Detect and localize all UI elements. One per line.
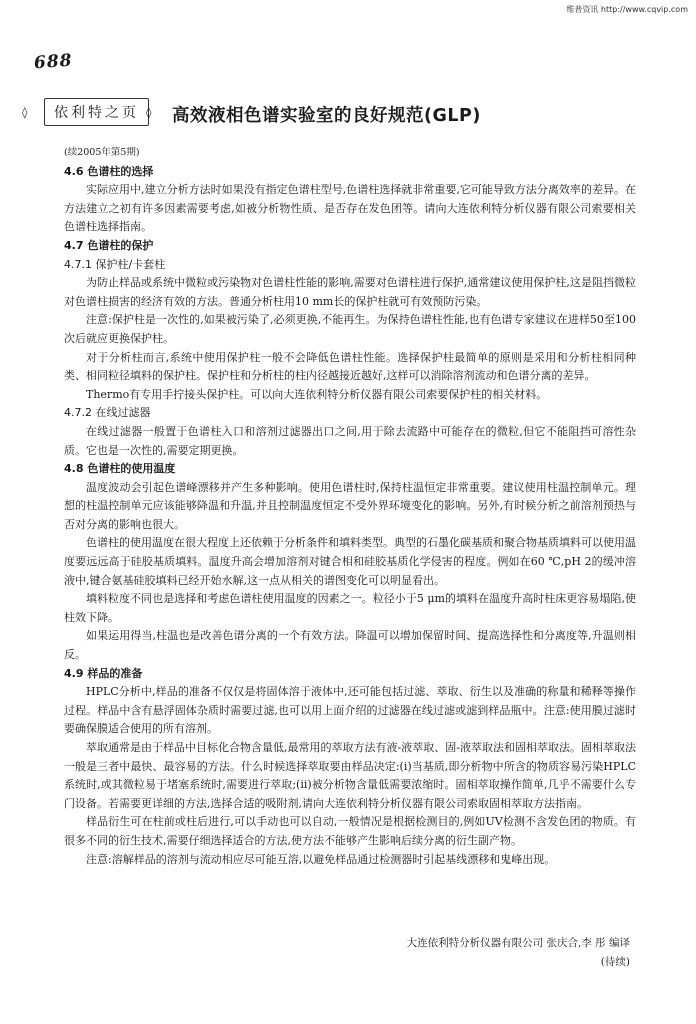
paragraph: 填料粒度不同也是选择和考虑色谱柱使用温度的因素之一。粒径小于5 μm的填料在温度升高时柱床更容易塌陷,使柱效下降。 <box>64 592 636 624</box>
section-heading: 4.7.1 保护柱/卡套柱 <box>64 257 166 271</box>
section-heading: 4.6 色谱柱的选择 <box>64 164 154 178</box>
translators-credit: 大连依利特分析仪器有限公司 张庆合,李 彤 编译 <box>406 937 630 949</box>
paragraph: 温度波动会引起色谱峰漂移并产生多种影响。使用色谱柱时,保持柱温恒定非常重要。建议使用柱温控制单元。理想的柱温控制单元应该能够降温和升温,并且控制温度恒定不受外界环境变化的影响。另外,有时候分析之前溶剂预热与否对分离的影响也很大。 <box>64 480 636 531</box>
paragraph: 为防止样品或系统中微粒或污染物对色谱柱性能的影响,需要对色谱柱进行保护,通常建议使用保护柱,这是阻挡微粒对色谱柱损害的经济有效的方法。普通分析柱用10 mm长的保护柱就可有效预防污染。 <box>64 276 636 308</box>
article-body <box>64 144 636 869</box>
paragraph: 注意:保护柱是一次性的,如果被污染了,必须更换,不能再生。为保持色谱柱性能,也有色谱专家建议在进样50至100次后就应更换保护柱。 <box>64 313 636 345</box>
paragraph: 在线过滤器一般置于色谱柱入口和溶剂过滤器出口之间,用于除去流路中可能存在的微粒,但它不能阻挡可溶性杂质。它也是一次性的,需要定期更换。 <box>64 424 636 457</box>
section-heading: 4.7 色谱柱的保护 <box>64 238 154 252</box>
section-heading: 4.8 色谱柱的使用温度 <box>64 462 176 476</box>
paragraph: 样品衍生可在柱前或柱后进行,可以手动也可以自动,一般情况是根据检测目的,例如UV检测不含发色团的物质。有很多不同的衍生技术,需要仔细选择适合的方法,使方法不能够产生影响后续分离的衍生副产物。 <box>64 815 636 847</box>
paragraph: Thermo有专用手拧接头保护柱。可以向大连依利特分析仪器有限公司索要保护柱的相关材料。 <box>86 387 548 401</box>
continued-note: (续2005年第5期) <box>64 147 140 158</box>
article-title: 高效液相色谱实验室的良好规范(GLP) <box>172 106 481 126</box>
page-number: 688 <box>33 50 74 74</box>
column-ornament-left-icon: ◊ <box>22 106 28 119</box>
paragraph: 色谱柱的使用温度在很大程度上还依赖于分析条件和填料类型。典型的石墨化碳基质和聚合物基质填料可以使用温度要远远高于硅胶基质填料。温度升高会增加溶剂对键合相和硅胶基质化学侵害的程度。例如在60 ℃,pH 2的缓冲溶液中,键合氨基硅胶填料已经开始水解,这一点从相关的谱图变化可以明显看出。 <box>64 536 636 587</box>
article-blocks <box>64 163 636 870</box>
section-heading: 4.9 样品的准备 <box>64 666 143 680</box>
watermark: 维普资讯 http://www.cqvip.com <box>566 5 688 14</box>
column-name-box: 依利特之页 <box>44 98 149 126</box>
paragraph: 萃取通常是由于样品中目标化合物含量低,最常用的萃取方法有液-液萃取、固-液萃取法和固相萃取法。固相萃取法一般是三者中最快、最容易的方法。什么时候选择萃取要由样品决定:(i)当基质,即分析物中所含的物质容易污染HPLC系统时,或其微粒易于堵塞系统时,需要进行萃取;(ii)被分析物含量低需要浓缩时。固相萃取操作简单,几乎不需要什么专门设备。若需要更详细的方法,选择合适的吸附剂,请向大连依利特分析仪器有限公司索取固相萃取方法指南。 <box>64 741 636 810</box>
paragraph: HPLC分析中,样品的准备不仅仅是将固体溶于液体中,还可能包括过滤、萃取、衍生以及准确的称量和稀释等操作过程。样品中含有悬浮固体杂质时需要过滤,也可以用上面介绍的过滤器在线过滤或滤到样品瓶中。注意:使用膜过滤时要确保膜适合使用的所有溶剂。 <box>64 685 636 736</box>
paragraph: 如果运用得当,柱温也是改善色谱分离的一个有效方法。降温可以增加保留时间、提高选择性和分离度等,升温则相反。 <box>64 629 636 662</box>
section-heading: 4.7.2 在线过滤器 <box>64 406 151 420</box>
paragraph: 实际应用中,建立分析方法时如果没有指定色谱柱型号,色谱柱选择就非常重要,它可能导致方法分离效率的差异。在方法建立之初有许多因素需要考虑,如被分析物性质、是否存在发色团等。请向大连依利特分析仪器有限公司索要相关色谱柱选择指南。 <box>64 183 636 234</box>
column-ornament-right-icon: ◊ <box>146 106 152 119</box>
to-be-continued: (待续) <box>600 956 630 968</box>
article-footer <box>407 934 630 972</box>
paragraph: 注意:溶解样品的溶剂与流动相应尽可能互溶,以避免样品通过检测器时引起基线漂移和鬼峰出现。 <box>86 852 556 866</box>
paragraph: 对于分析柱而言,系统中使用保护柱一般不会降低色谱柱性能。选择保护柱最简单的原则是采用和分析柱相同种类、相同粒径填料的保护柱。保护柱和分析柱的柱内径越接近越好,这样可以消除溶剂流动和色谱分离的差异。 <box>64 350 636 383</box>
